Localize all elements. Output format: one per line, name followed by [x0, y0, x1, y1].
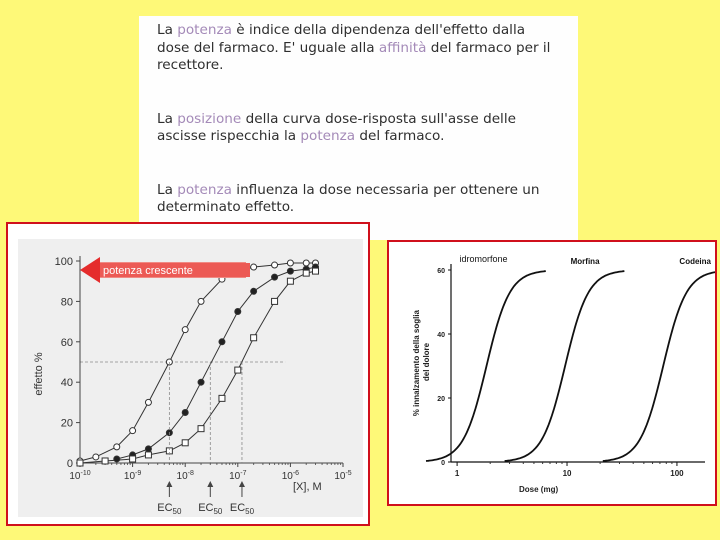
- data-point-open: [198, 298, 204, 304]
- data-point-open: [182, 327, 188, 333]
- highlighted-term: affinità: [378, 39, 427, 56]
- paragraph-dose-effect: [157, 182, 560, 217]
- x-tick-label: $10^{-10}$: [69, 470, 91, 482]
- y-tick-label: 40: [437, 332, 445, 339]
- ec50-label: $EC_{50}$: [229, 502, 255, 516]
- data-point-square: [219, 395, 225, 401]
- x-tick-label: 10: [562, 469, 572, 478]
- data-point-square: [145, 452, 151, 458]
- data-point-square: [312, 268, 318, 274]
- text-run: del farmaco.: [355, 128, 445, 144]
- data-point-open: [303, 260, 309, 266]
- data-point-filled: [251, 288, 257, 294]
- data-point-square: [303, 270, 309, 276]
- text-run: La: [157, 22, 178, 38]
- y-tick-label: 20: [60, 417, 73, 430]
- data-point-square: [77, 460, 83, 466]
- data-point-filled: [219, 339, 225, 345]
- data-point-open: [145, 399, 151, 405]
- series-label-idromorfone: idromorfone: [459, 254, 508, 264]
- data-point-filled: [235, 309, 241, 315]
- data-point-open: [272, 262, 278, 268]
- x-tick-label: $10^{-5}$: [334, 470, 352, 482]
- data-point-open: [287, 260, 293, 266]
- text-run: La: [157, 110, 178, 127]
- series-label-morfina: Morfina: [570, 257, 600, 266]
- data-point-open: [130, 428, 136, 434]
- curve-morfina: [505, 271, 625, 461]
- y-axis-label: effetto %: [33, 352, 45, 396]
- data-point-filled: [114, 456, 120, 462]
- highlighted-term: posizione: [177, 110, 242, 127]
- data-point-open: [251, 264, 257, 270]
- data-point-square: [102, 458, 108, 464]
- y-tick-label: 0: [441, 460, 445, 467]
- data-point-square: [251, 335, 257, 341]
- data-point-filled: [145, 446, 151, 452]
- x-axis-label: [X], M: [293, 481, 322, 493]
- y-tick-label: 0: [66, 458, 73, 470]
- data-point-filled: [272, 274, 278, 280]
- data-point-square: [130, 456, 136, 462]
- analgesic-dose-chart: [389, 242, 715, 504]
- y-tick-label: 60: [60, 336, 73, 349]
- x-tick-label: 100: [670, 469, 684, 478]
- data-point-square: [235, 367, 241, 373]
- data-point-filled: [287, 268, 293, 274]
- paragraph-curve-position: [157, 111, 560, 146]
- text-run: è indice della dipendenza dell'effetto dalla dose del farmaco. E' uguale alla: [157, 22, 526, 56]
- y-tick-label: 80: [60, 296, 73, 309]
- y-tick-label: 100: [54, 256, 73, 268]
- curve-codeina: [603, 271, 715, 461]
- x-axis-label: Dose (mg): [519, 485, 559, 494]
- y-tick-label: 60: [437, 268, 445, 275]
- text-run: influenza la dose necessaria per ottenere un determinato effetto.: [157, 181, 540, 215]
- analgesic-comparison-chart-panel: [387, 240, 717, 506]
- y-tick-label: 40: [60, 377, 73, 390]
- ec50-label: $EC_{50}$: [157, 502, 182, 516]
- ec50-label: $EC_{50}$: [198, 502, 223, 516]
- data-point-square: [272, 298, 278, 304]
- curve-idromorfone: [426, 271, 546, 461]
- highlighted-term: potenza: [300, 128, 356, 144]
- x-tick-label: $10^{-8}$: [176, 470, 194, 482]
- data-point-filled: [198, 379, 204, 385]
- highlighted-term: potenza: [177, 22, 232, 38]
- explanation-text-box: [139, 16, 578, 240]
- text-run: del farmaco per il recettore.: [157, 39, 551, 73]
- y-axis-label: % innalzamento della soglia del dolore: [412, 309, 431, 417]
- arrow-label: potenza crescente: [103, 265, 193, 277]
- data-point-square: [287, 278, 293, 284]
- x-tick-label: $10^{-9}$: [123, 470, 142, 482]
- data-point-filled: [182, 410, 188, 416]
- data-point-open: [93, 454, 99, 460]
- text-run: della curva dose-risposta sull'asse delle ascisse rispecchia la: [157, 110, 516, 144]
- x-tick-label: $10^{-7}$: [229, 470, 247, 482]
- x-tick-label: $10^{-6}$: [281, 470, 300, 482]
- text-run: La: [157, 181, 178, 198]
- paragraph-potenza-definition: [157, 22, 560, 75]
- highlighted-term: potenza: [177, 181, 232, 198]
- dose-response-chart-panel: [6, 222, 370, 526]
- x-tick-label: 1: [454, 469, 460, 478]
- y-tick-label: 20: [437, 396, 445, 403]
- series-label-codeina: Codeina: [679, 257, 711, 266]
- data-point-open: [114, 444, 120, 450]
- data-point-square: [198, 426, 204, 432]
- data-point-square: [182, 440, 188, 446]
- dose-response-chart: [8, 224, 368, 524]
